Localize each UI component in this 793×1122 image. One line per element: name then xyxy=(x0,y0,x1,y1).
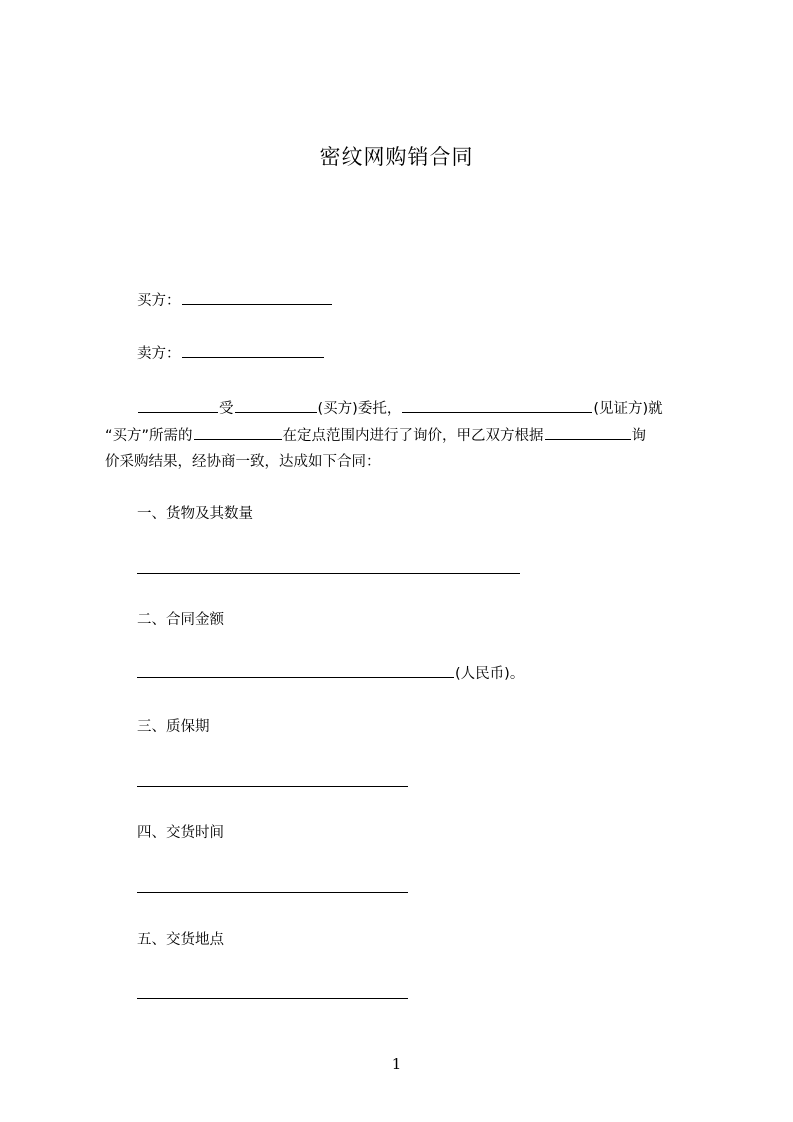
page-number: 1 xyxy=(391,1055,402,1073)
buyer-line xyxy=(137,290,333,311)
warranty-blank xyxy=(137,786,408,787)
delivery-time-blank xyxy=(137,892,408,893)
section-heading-goods: 一、货物及其数量 xyxy=(137,506,253,522)
seller-label: 卖方： xyxy=(137,346,181,362)
intro-line-2 xyxy=(105,425,646,446)
amount-blank xyxy=(137,663,454,678)
section-heading-amount: 二、合同金额 xyxy=(137,612,224,628)
intro-blank-4 xyxy=(194,425,282,440)
amount-suffix: (人民币)。 xyxy=(455,666,525,682)
buyer-label: 买方： xyxy=(137,293,181,309)
intro-blank-5 xyxy=(545,425,631,440)
buyer-blank xyxy=(182,290,332,305)
intro-line-1 xyxy=(137,398,663,419)
section-heading-delivery-time: 四、交货时间 xyxy=(137,825,224,841)
intro-blank-3 xyxy=(402,398,592,413)
delivery-place-blank xyxy=(137,998,408,999)
section-heading-delivery-place: 五、交货地点 xyxy=(137,932,224,948)
intro-text-2: (买方)委托， xyxy=(317,401,402,417)
intro-blank-2 xyxy=(235,398,317,413)
intro-text-3: (见证方)就 xyxy=(593,401,663,417)
intro-text-1: 受 xyxy=(219,401,234,417)
goods-blank xyxy=(137,573,520,574)
intro-text-6: 询 xyxy=(631,428,647,444)
intro-text-5: 在定点范围内进行了询价，甲乙双方根据 xyxy=(282,428,544,444)
section-heading-warranty: 三、质保期 xyxy=(137,719,210,735)
intro-line-3 xyxy=(105,452,381,472)
seller-line xyxy=(137,343,325,364)
seller-blank xyxy=(182,343,324,358)
amount-line xyxy=(137,663,524,684)
intro-text-4: “买方”所需的 xyxy=(105,428,193,444)
document-title: 密纹网购销合同 xyxy=(319,145,474,169)
intro-blank-1 xyxy=(138,398,218,413)
intro-text-7: 价采购结果，经协商一致，达成如下合同： xyxy=(105,454,381,470)
